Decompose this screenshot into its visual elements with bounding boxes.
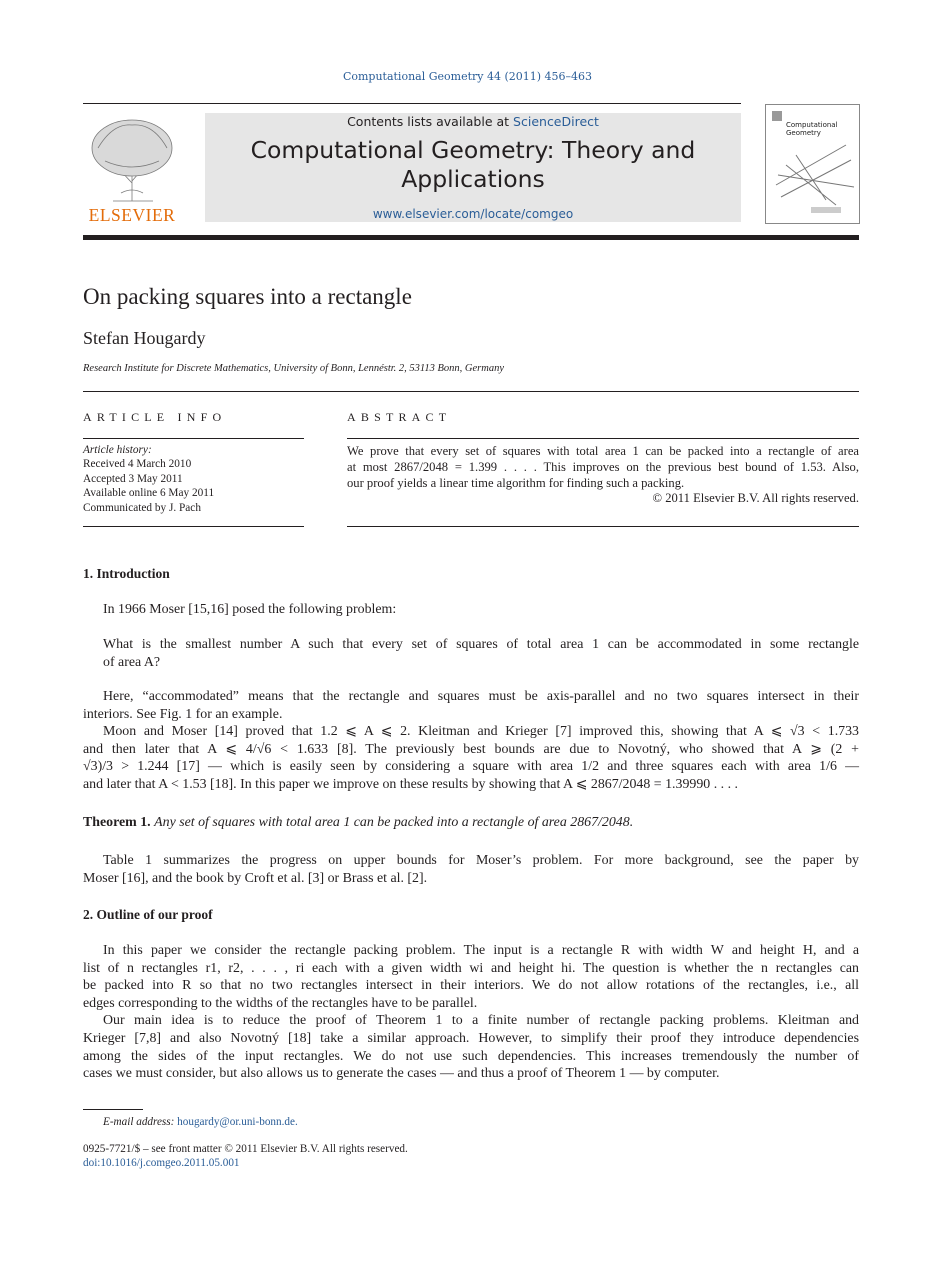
intro-paragraph-1 [103, 601, 859, 619]
text-line: Here, “accommodated” means that the rectangle and squares must be axis-parallel and no two squares intersect in their [103, 689, 859, 704]
text-line: list of n rectangles r1, r2, . . . , ri each with a given width wi and height hi. The question is whether the n rectangles can [83, 960, 859, 976]
sciencedirect-link[interactable]: ScienceDirect [513, 114, 599, 129]
article-info-heading: ARTICLE INFO [83, 410, 227, 424]
author-name: Stefan Hougardy [83, 328, 206, 348]
abstract-text [347, 443, 859, 491]
received-date: Received 4 March 2010 [83, 458, 192, 471]
text-line: edges corresponding to the widths of the rectangles have to be parallel. [83, 995, 478, 1011]
section-1-heading: 1. Introduction [83, 566, 170, 581]
abstract-copyright: © 2011 Elsevier B.V. All rights reserved. [652, 491, 859, 505]
contents-line [205, 114, 741, 129]
author-affiliation: Research Institute for Discrete Mathematics, University of Bonn, Lennéstr. 2, 53113 Bonn, Germany [83, 363, 504, 374]
cover-title [786, 121, 838, 137]
text-line: Moser [16], and the book by Croft et al. [3] or Brass et al. [2]. [83, 870, 428, 886]
paper-title: On packing squares into a rectangle [83, 284, 412, 309]
text-line: interiors. See Fig. 1 for an example. [83, 706, 283, 722]
text-line: be packed into R so that no two rectangles intersect in their interiors. We do not allow rotations of the rectangles, i.e., all [83, 978, 859, 994]
cover-title-line2: Geometry [786, 129, 821, 137]
section-2-heading: 2. Outline of our proof [83, 907, 213, 922]
email-label: E-mail address: [103, 1116, 175, 1128]
article-info-bottom-rule [83, 526, 304, 527]
theorem-1 [83, 814, 859, 832]
abstract-line: our proof yields a linear time algorithm for finding such a packing. [347, 476, 685, 490]
theorem-label: Theorem 1. [83, 815, 151, 830]
text-line: Krieger [7,8] and also Novotný [18] take a similar approach. However, to simplify their proof they introduce dependencies [83, 1030, 859, 1046]
journal-reference[interactable]: Computational Geometry 44 (2011) 456–463 [342, 70, 593, 83]
journal-title [205, 136, 741, 194]
moser-question [103, 636, 859, 671]
abstract-top-rule [347, 438, 859, 439]
available-date: Available online 6 May 2011 [83, 487, 215, 500]
text-line: √3)/3 > 1.244 [17] — which is easily seen by considering a square with area 1/2 and three squares each with area 1/6 — [83, 759, 859, 775]
text-line: Moon and Moser [14] proved that 1.2 ⩽ A ⩽ 2. Kleitman and Krieger [7] improved this, showing that A ⩽ √3 < 1.733 [103, 724, 859, 740]
text-line: In 1966 Moser [15,16] posed the following problem: [103, 602, 397, 617]
abstract-line: We prove that every set of squares with total area 1 can be packed into a rectangle of area [347, 444, 859, 458]
header-top-rule [83, 103, 741, 104]
footnote-rule [83, 1109, 143, 1110]
text-line: In this paper we consider the rectangle packing problem. The input is a rectangle R with width W and height H, and a [103, 943, 859, 958]
doi-link[interactable]: doi:10.1016/j.comgeo.2011.05.001 [83, 1157, 240, 1169]
text-line: Table 1 summarizes the progress on upper bounds for Moser’s problem. For more background, see the paper by [103, 853, 859, 868]
abstract-line: at most 2867/2048 = 1.399 . . . . This improves on the previous best bound of 1.53. Also, [347, 460, 859, 474]
text-line: and later that A < 1.53 [18]. In this paper we improve on these results by showing that A ⩽ 2867/2048 = 1.39990 . . . . [83, 776, 739, 792]
outline-paragraph [83, 942, 859, 1083]
accepted-date: Accepted 3 May 2011 [83, 472, 183, 485]
cover-title-line1: Computational [786, 121, 838, 129]
abstract-bottom-rule [347, 526, 859, 527]
elsevier-wordmark: ELSEVIER [88, 205, 176, 225]
author-email [103, 1116, 298, 1128]
header-thick-rule [83, 235, 859, 240]
article-history [83, 443, 214, 515]
text-line: and then later that A ⩽ 4/√6 < 1.633 [8]. The previously best bounds are due to Novotný, who showed that A ⩾ (2 + [83, 741, 859, 757]
intro-paragraph-4 [83, 852, 859, 887]
article-info-top-rule [83, 438, 304, 439]
title-block-rule [83, 391, 859, 392]
text-line: Our main idea is to reduce the proof of Theorem 1 to a finite number of rectangle packing problems. Kleitman and [103, 1013, 859, 1029]
theorem-line [83, 814, 859, 832]
communicated-by: Communicated by J. Pach [83, 501, 201, 514]
intro-paragraph-2 [83, 688, 859, 794]
history-label: Article history: [83, 444, 152, 456]
email-link[interactable]: hougardy@or.uni-bonn.de. [177, 1116, 298, 1128]
text-line: What is the smallest number A such that every set of squares of total area 1 can be accommodated in some rectangle [103, 637, 859, 652]
abstract-heading: ABSTRACT [347, 410, 452, 424]
journal-title-line2: Applications [401, 165, 545, 193]
text-line: cases we must consider, but also allows us to generate the cases — and thus a proof of Theorem 1 — by computer. [83, 1066, 720, 1082]
issn-line: 0925-7721/$ – see front matter © 2011 Elsevier B.V. All rights reserved. [83, 1143, 408, 1155]
contents-prefix: Contents lists available at [347, 114, 514, 129]
journal-url-link[interactable]: www.elsevier.com/locate/comgeo [372, 207, 574, 221]
text-line: of area A? [103, 654, 161, 670]
text-line: among the sides of the input rectangles. We do not use such dependencies. This increases tremendously the number of [83, 1048, 859, 1064]
journal-title-line1: Computational Geometry: Theory and [250, 136, 696, 164]
theorem-statement: Any set of squares with total area 1 can be packed into a rectangle of area 2867/2048. [154, 815, 634, 830]
